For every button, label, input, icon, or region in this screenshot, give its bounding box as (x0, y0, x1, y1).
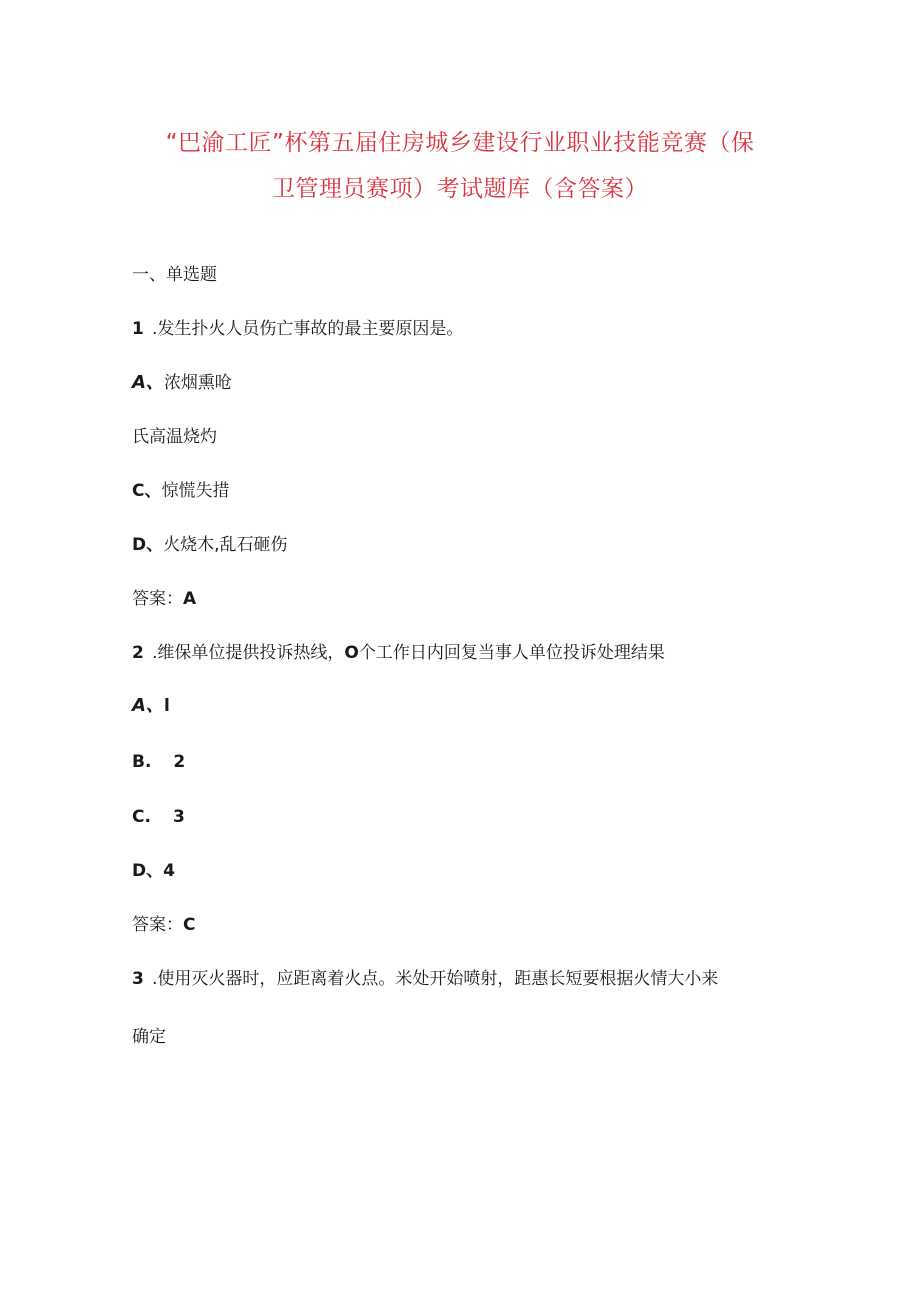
question-number: 3 (132, 969, 144, 989)
question-number: 2 (132, 643, 144, 663)
option-c (132, 805, 185, 829)
section-heading: 一、单选题 (132, 265, 217, 285)
option-text: 火烧木,乱石砸伤 (163, 535, 288, 555)
option-d (132, 859, 175, 883)
answer-1 (132, 587, 196, 611)
option-letter: B. (132, 752, 152, 772)
option-letter: A、 (132, 372, 164, 393)
answer-label: 答案： (132, 915, 183, 935)
question-text-rest: 个工作日内回复当事人单位投诉处理结果 (358, 643, 665, 663)
question-text: .维保单位提供投诉热线， (152, 643, 345, 663)
option-text: 3 (172, 807, 185, 827)
question-text: .使用灭火器时，应距离着火点。米处开始喷射，距惠长短要根据火情大小来 (152, 969, 719, 989)
option-b (132, 425, 217, 449)
answer-2 (132, 913, 195, 937)
document-title-line-2: 卫管理员赛项）考试题库（含答案） (272, 176, 648, 202)
question-text: .发生扑火人员伤亡事故的最主要原因是。 (152, 319, 464, 339)
option-letter: C、 (132, 481, 162, 501)
question-1 (132, 317, 463, 341)
question-2 (132, 641, 665, 665)
question-text-bold: O (344, 643, 359, 663)
answer-value: A (183, 589, 197, 609)
option-c (132, 479, 229, 503)
option-a (132, 371, 232, 395)
option-text: 氏高温烧灼 (132, 427, 217, 447)
document-title-line-1: “巴渝工匠”杯第五届住房城乡建设行业职业技能竞赛（保 (165, 130, 755, 156)
option-text: 4 (163, 861, 175, 881)
option-letter: D、 (132, 861, 164, 881)
option-text: 2 (173, 752, 186, 772)
option-letter: C. (132, 807, 151, 827)
option-letter: A、 (132, 695, 164, 716)
option-d (132, 533, 288, 557)
option-b (132, 750, 185, 774)
option-text: 浓烟熏呛 (163, 373, 232, 393)
question-3 (132, 967, 718, 991)
question-number: 1 (132, 319, 144, 339)
question-3-continuation: 确定 (132, 1027, 166, 1047)
answer-label: 答案： (132, 589, 183, 609)
option-text: l (163, 696, 170, 716)
option-text: 惊慌失措 (161, 481, 230, 501)
answer-value: C (183, 915, 196, 935)
option-letter: D、 (132, 535, 164, 555)
option-a (132, 694, 170, 718)
